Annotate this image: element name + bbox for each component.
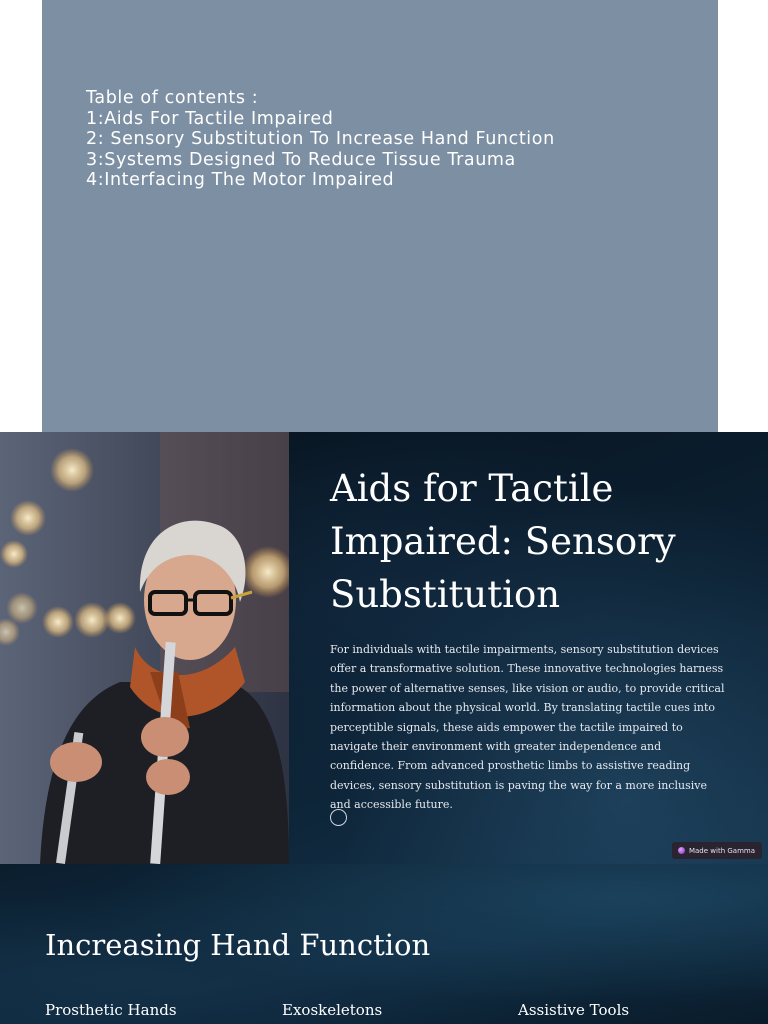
column-heading-prosthetic-hands: Prosthetic Hands bbox=[45, 1001, 177, 1019]
table-of-contents bbox=[86, 88, 646, 191]
toc-heading: Table of contents : bbox=[86, 88, 259, 108]
elderly-person-with-cane-photo bbox=[0, 432, 289, 864]
toc-item-2: 2: Sensory Substitution To Increase Hand Function bbox=[86, 129, 555, 149]
slide-body-text: For individuals with tactile impairments, sensory substitution devices offer a transformative solution. These innovative technologies harness the power of alternative senses, like vision or audio, to provide critical information about the physical world. By translating tactile cues into perceptible signals, these aids empower the tactile impaired to navigate their environment with greater independence and confidence. From advanced prosthetic limbs to assistive reading devices, sensory substitution is paving the way for a more inclusive and accessible future. bbox=[330, 643, 725, 812]
column-heading-exoskeletons: Exoskeletons bbox=[282, 1001, 383, 1019]
circle-button[interactable] bbox=[330, 809, 347, 826]
photo-illustration bbox=[0, 432, 289, 864]
toc-item-4: 4:Interfacing The Motor Impaired bbox=[86, 170, 395, 190]
made-with-gamma-badge[interactable] bbox=[672, 842, 762, 859]
hand-function-slide bbox=[0, 864, 768, 1024]
column-heading-assistive-tools: Assistive Tools bbox=[518, 1001, 630, 1019]
slide3-title: Increasing Hand Function bbox=[45, 928, 431, 962]
badge-label: Made with Gamma bbox=[688, 846, 755, 855]
tactile-aids-slide bbox=[0, 432, 768, 864]
toc-item-1: 1:Aids For Tactile Impaired bbox=[86, 108, 334, 129]
toc-slide bbox=[42, 0, 718, 432]
gamma-logo-icon bbox=[678, 847, 685, 854]
slide-title: Aids for Tactile Impaired: Sensory Substitution bbox=[330, 467, 676, 616]
slide-content-pane bbox=[289, 432, 768, 864]
toc-item-3: 3:Systems Designed To Reduce Tissue Trauma bbox=[86, 149, 516, 170]
